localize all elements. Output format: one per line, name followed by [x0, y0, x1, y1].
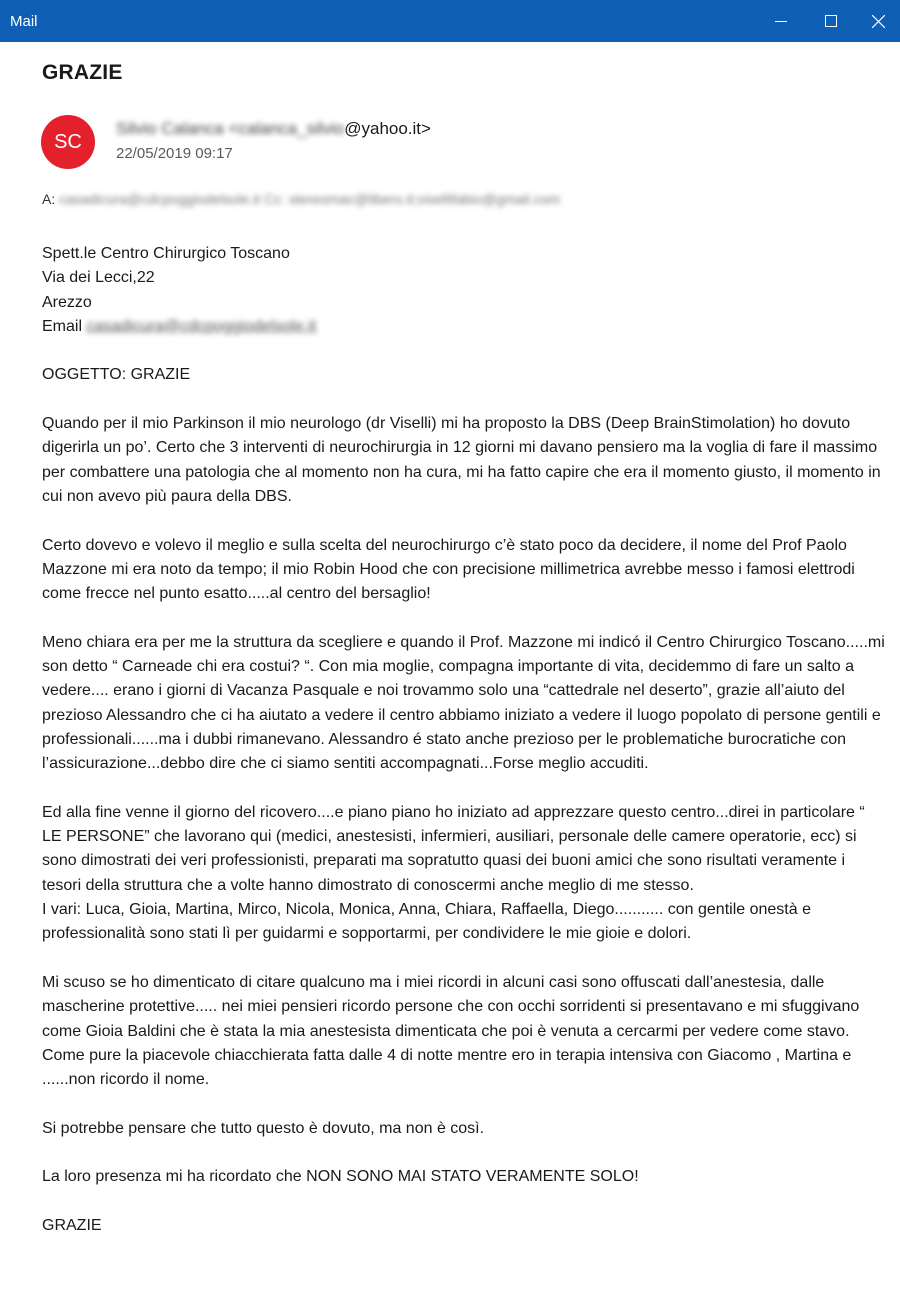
paragraph-4: [42, 801, 887, 947]
sender-email-prefix: <calanca_silvio: [228, 119, 345, 138]
paragraph-5a: Mi scuso se ho dimenticato di citare qualcuno ma i miei ricordi in alcuni casi sono offuscati dall’anestesia, dalle mascherine protettive..... nei miei pensieri ricordo persone che con occhi sorridenti si presentavano e mi sfuggivano come Gioia Baldini che è stata la mia anestesista dimenticata che poi è venuta a cercarmi per vedere come stavo.: [42, 973, 860, 1040]
email-link[interactable]: casadicura@cdcpoggiodelsole.it: [86, 317, 317, 335]
sender[interactable]: [116, 119, 431, 139]
paragraph-5b: Come pure la piacevole chiacchierata fatta dalle 4 di notte mentre ero in terapia intensiva con Giacomo , Martina e ......non ricordo il nome.: [42, 1046, 852, 1089]
maximize-button[interactable]: [806, 0, 856, 42]
subject-line: OGGETTO: GRAZIE: [42, 366, 191, 384]
message-date: 22/05/2019 09:17: [116, 145, 233, 162]
avatar-initials: SC: [54, 130, 82, 153]
address-block: [42, 242, 887, 339]
address-line: Arezzo: [42, 293, 92, 311]
minimize-icon: [775, 15, 787, 27]
minimize-button[interactable]: [756, 0, 806, 42]
sender-name: Silvio Calanca: [116, 119, 224, 138]
address-email-line: [42, 315, 887, 339]
closing: GRAZIE: [42, 1216, 102, 1234]
app-title: Mail: [10, 12, 38, 30]
sender-avatar: [41, 115, 95, 169]
paragraph-2: Certo dovevo e volevo il meglio e sulla scelta del neurochirurgo c’è stato poco da decidere, il nome del Prof Paolo Mazzone mi era noto da tempo; il mio Robin Hood che con precisione millimetrica avrebbe messo i famosi elettrodi come frecce nel punto esatto.....al centro del bersaglio!: [42, 536, 855, 603]
paragraph-1: Quando per il mio Parkinson il mio neurologo (dr Viselli) mi ha proposto la DBS (Deep BrainStimolation) ho dovuto digerirla un po’. Certo che 3 interventi di neurochirurgia in 12 giorni mi davano pensiero ma la voglia di fare il massimo per combattere una patologia che al momento non ha cura, mi ha fatto capire che era il momento giusto, il momento in cui non avevo più paura della DBS.: [42, 415, 881, 505]
message-body: [42, 242, 887, 1262]
address-line: Spett.le Centro Chirurgico Toscano: [42, 245, 290, 262]
email-label: Email: [42, 317, 83, 335]
recipients-line: [42, 191, 560, 207]
paragraph-4a: Ed alla fine venne il giorno del ricovero....e piano piano ho iniziato ad apprezzare questo centro...direi in particolare “ LE PERSONE” che lavorano qui (medici, anestesisti, infermieri, ausiliari, personale delle camere operatorie, ecc) si sono dimostrati dei veri professionisti, preparati ma sopratutto quasi dei buoni amici che sono risultati veramente i tesori della struttura che a volte hanno dimostrato di conoscermi anche meglio di me stesso.: [42, 803, 865, 894]
to-label: A:: [42, 191, 56, 207]
paragraph-6: Si potrebbe pensare che tutto questo è dovuto, ma non è così.: [42, 1119, 485, 1137]
recipients-value[interactable]: casadicura@cdcpoggiodelsole.it Cc: stereomac@libero.it;visellifabio@gmail.com: [59, 191, 561, 207]
paragraph-3: Meno chiara era per me la struttura da scegliere e quando il Prof. Mazzone mi indicó il Centro Chirurgico Toscano.....mi son detto “ Carneade chi era costui? “. Con mia moglie, compagna importante di vita, decidemmo di fare un salto a vedere.... erano i giorni di Vacanza Pasquale e noi trovammo solo una “cattedrale nel deserto”, grazie all’aiuto del prezioso Alessandro che ci ha aiutato a vedere il centro abbiamo iniziato a vedere il luogo popolato di persone gentili e professionali......ma i dubbi rimanevano. Alessandro é stato anche prezioso per le problematiche burocratiche con l’assicurazione...debbo dire che ci siamo sentiti accompagnati...Forse meglio accuditi.: [42, 633, 885, 773]
paragraph-7: La loro presenza mi ha ricordato che NON SONO MAI STATO VERAMENTE SOLO!: [42, 1168, 639, 1186]
paragraph-4b: I vari: Luca, Gioia, Martina, Mirco, Nicola, Monica, Anna, Chiara, Raffaella, Diego........... con gentile onestà e professionalità sono stati lì per guidarmi e sopportarmi, per condividere le mie gioie e dolori.: [42, 901, 811, 943]
paragraph-5: [42, 971, 887, 1092]
close-icon: [872, 15, 885, 28]
sender-email-domain: @yahoo.it>: [344, 119, 431, 138]
address-line: Via dei Lecci,22: [42, 269, 155, 287]
message-subject: GRAZIE: [42, 61, 123, 84]
close-button[interactable]: [856, 0, 900, 42]
maximize-icon: [825, 15, 837, 27]
title-bar: [0, 0, 900, 42]
